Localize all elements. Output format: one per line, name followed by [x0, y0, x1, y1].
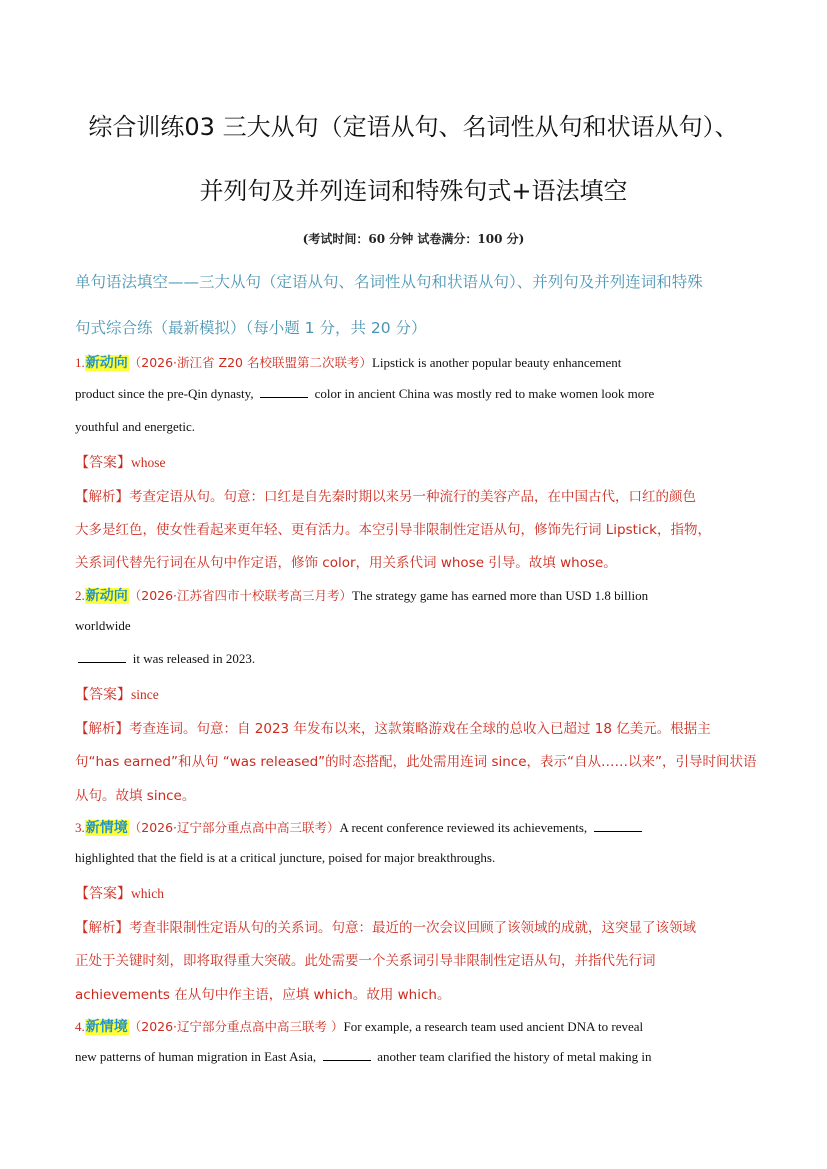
explanation-1-line-3: 关系词代替先行词在从句中作定语，修饰 color，用关系代词 whose 引导。故填 whose。 [75, 555, 617, 571]
question-3-line-1 [75, 817, 765, 837]
explanation-3-line-2: 正处于关键时刻，即将取得重大突破。此处需要一个关系词引导非限制性定语从句，并指代先行词 [75, 953, 656, 969]
question-text: it was released in 2023. [132, 651, 256, 666]
question-2-line-1 [75, 585, 765, 605]
question-1-line-2 [75, 386, 765, 402]
question-text: color in ancient China was mostly red to make women look more [314, 386, 655, 401]
question-text: another team clarified the history of metal making in [377, 1049, 652, 1064]
question-text: youthful and energetic. [75, 419, 195, 434]
explanation-text: 考查非限制性定语从句的关系词。句意：最近的一次会议回顾了该领域的成就，这突显了该领域 [129, 920, 696, 936]
question-text: new patterns of human migration in East Asia, [75, 1049, 317, 1064]
new-trend-tag: 新动向 [85, 355, 128, 371]
question-number: 1. [75, 355, 85, 370]
page-title-line2: 并列句及并列连词和特殊句式+语法填空 [199, 177, 628, 205]
answer-blank[interactable] [594, 821, 642, 832]
question-source: （2026·浙江省 Z20 名校联盟第二次联考） [128, 355, 372, 370]
question-2-line-3 [75, 651, 765, 667]
answer-label: 【答案】 [75, 455, 131, 471]
question-3-line-2 [75, 850, 765, 866]
answer-blank[interactable] [78, 652, 126, 663]
question-text: highlighted that the field is at a critical juncture, poised for major breakthroughs. [75, 850, 496, 865]
explanation-3-line-1 [75, 916, 765, 936]
explanation-1-line-2: 大多是红色，使女性看起来更年轻、更有活力。本空引导非限制性定语从句，修饰先行词 Lipstick，指物， [75, 522, 711, 538]
explanation-text: 考查连词。句意：自 2023 年发布以来，这款策略游戏在全球的总收入已超过 18 亿美元。根据主 [129, 721, 711, 737]
new-context-tag: 新情境 [85, 820, 128, 836]
explanation-2-line-2: 句“has earned”和从句 “was released”的时态搭配，此处需用连词 since，表示“自从……以来”，引导时间状语 [75, 754, 757, 770]
question-source: （2026·辽宁部分重点高中高三联考 ） [128, 1019, 344, 1034]
question-4-line-2 [75, 1049, 765, 1065]
question-source: （2026·江苏省四市十校联考高三月考） [128, 588, 353, 603]
question-text: Lipstick is another popular beauty enhancement [371, 355, 622, 370]
answer-2 [75, 684, 765, 704]
section-heading-line2: 句式综合练（最新模拟）（每小题 1 分，共 20 分） [75, 319, 427, 337]
new-context-tag: 新情境 [85, 1019, 128, 1035]
page-title-line1: 综合训练03 三大从句（定语从句、名词性从句和状语从句）、 [88, 113, 739, 141]
answer-1 [75, 452, 765, 472]
answer-blank[interactable] [323, 1050, 371, 1061]
explanation-2-line-3: 从句。故填 since。 [75, 788, 196, 804]
question-text: product since the pre-Qin dynasty, [75, 386, 254, 401]
question-4-line-1 [75, 1016, 765, 1036]
question-text: worldwide [75, 618, 131, 633]
question-1-line-3 [75, 419, 765, 435]
explanation-text: 考查定语从句。句意：口红是自先秦时期以来另一种流行的美容产品，在中国古代，口红的颜色 [129, 489, 696, 505]
explanation-label: 【解析】 [75, 920, 129, 936]
answer-3 [75, 883, 765, 903]
explanation-2-line-1 [75, 717, 765, 737]
question-text: A recent conference reviewed its achievements, [339, 820, 588, 835]
question-1-line-1 [75, 352, 765, 372]
answer-value: which [131, 886, 164, 901]
answer-label: 【答案】 [75, 687, 131, 703]
explanation-3-line-3: achievements 在从句中作主语，应填 which。故用 which。 [75, 987, 451, 1003]
exam-info: (考试时间：60 分钟 试卷满分：100 分) [302, 232, 525, 246]
answer-label: 【答案】 [75, 886, 131, 902]
answer-value: since [131, 687, 159, 702]
question-source: （2026·辽宁部分重点高中高三联考） [128, 820, 340, 835]
explanation-label: 【解析】 [75, 489, 129, 505]
question-number: 3. [75, 820, 85, 835]
question-2-line-2 [75, 618, 765, 634]
question-number: 4. [75, 1019, 85, 1034]
answer-value: whose [131, 455, 166, 470]
section-heading-line1: 单句语法填空——三大从句（定语从句、名词性从句和状语从句）、并列句及并列连词和特殊 [75, 273, 703, 291]
question-text: The strategy game has earned more than USD 1.8 billion [352, 588, 649, 603]
answer-blank[interactable] [260, 387, 308, 398]
explanation-1-line-1 [75, 485, 765, 505]
new-trend-tag: 新动向 [85, 588, 128, 604]
question-text: For example, a research team used ancient DNA to reveal [343, 1019, 644, 1034]
explanation-label: 【解析】 [75, 721, 129, 737]
question-number: 2. [75, 588, 85, 603]
